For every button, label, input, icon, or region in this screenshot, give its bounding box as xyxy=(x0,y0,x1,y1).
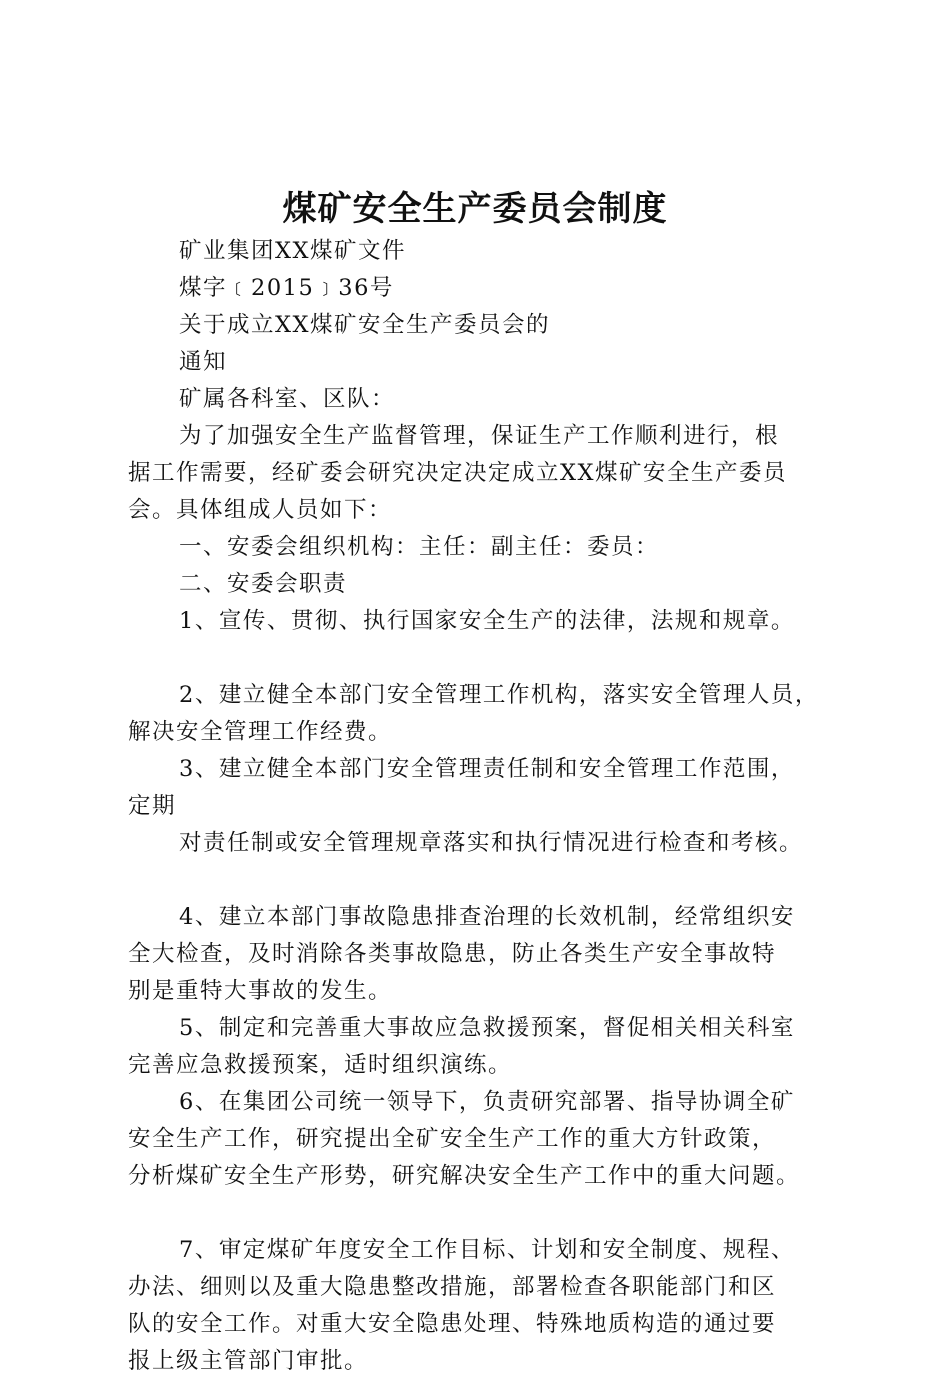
section-one-heading: 一、安委会组织机构：主任：副主任：委员： xyxy=(179,534,660,560)
duty-1-line-1: 1、宣传、贯彻、执行国家安全生产的法律，法规和规章。 xyxy=(179,608,795,634)
duty-2-line-1: 2、建立健全本部门安全管理工作机构，落实安全管理人员， xyxy=(179,682,819,708)
duty-7-line-4: 报上级主管部门审批。 xyxy=(128,1348,369,1374)
duty-2-line-2: 解决安全管理工作经费。 xyxy=(128,719,393,745)
duty-3-line-2: 定期 xyxy=(128,793,177,819)
intro-line-2: 据工作需要，经矿委会研究决定决定成立XX煤矿安全生产委员 xyxy=(128,460,788,486)
duty-7-line-1: 7、审定煤矿年度安全工作目标、计划和安全制度、规程、 xyxy=(179,1237,795,1263)
duty-4-line-2: 全大检查，及时消除各类事故隐患，防止各类生产安全事故特 xyxy=(128,941,777,967)
blank-line xyxy=(128,862,833,899)
duty-3-line-3: 对责任制或安全管理规章落实和执行情况进行检查和考核。 xyxy=(179,830,804,856)
doc-subject-line-2: 通知 xyxy=(179,349,228,375)
blank-line xyxy=(128,640,833,677)
duty-3-line-1: 3、建立健全本部门安全管理责任制和安全管理工作范围， xyxy=(179,756,795,782)
duty-5-line-1: 5、制定和完善重大事故应急救援预案，督促相关相关科室 xyxy=(179,1015,795,1041)
duty-6-line-1: 6、在集团公司统一领导下，负责研究部署、指导协调全矿 xyxy=(179,1089,795,1115)
duty-6-line-2: 安全生产工作，研究提出全矿安全生产工作的重大方针政策， xyxy=(128,1126,777,1152)
doc-issuer: 矿业集团XX煤矿文件 xyxy=(179,238,407,264)
blank-line xyxy=(128,1195,833,1232)
document-body xyxy=(128,233,833,1380)
intro-line-3: 会。具体组成人员如下： xyxy=(128,497,393,523)
section-two-heading: 二、安委会职责 xyxy=(179,571,348,597)
document-title: 煤矿安全生产委员会制度 xyxy=(282,189,668,229)
duty-7-line-3: 队的安全工作。对重大安全隐患处理、特殊地质构造的通过要 xyxy=(128,1311,777,1337)
duty-4-line-1: 4、建立本部门事故隐患排查治理的长效机制，经常组织安 xyxy=(179,904,795,930)
doc-subject-line-1: 关于成立XX煤矿安全生产委员会的 xyxy=(179,312,551,338)
intro-line-1: 为了加强安全生产监督管理，保证生产工作顺利进行，根 xyxy=(179,423,780,449)
duty-7-line-2: 办法、细则以及重大隐患整改措施，部署检查各职能部门和区 xyxy=(128,1274,777,1300)
duty-5-line-2: 完善应急救援预案，适时组织演练。 xyxy=(128,1052,513,1078)
duty-4-line-3: 别是重特大事故的发生。 xyxy=(128,978,393,1004)
duty-6-line-3: 分析煤矿安全生产形势，研究解决安全生产工作中的重大问题。 xyxy=(128,1163,801,1189)
doc-number: 煤字﹝2015﹞36号 xyxy=(179,275,394,301)
doc-recipients: 矿属各科室、区队： xyxy=(179,386,396,412)
